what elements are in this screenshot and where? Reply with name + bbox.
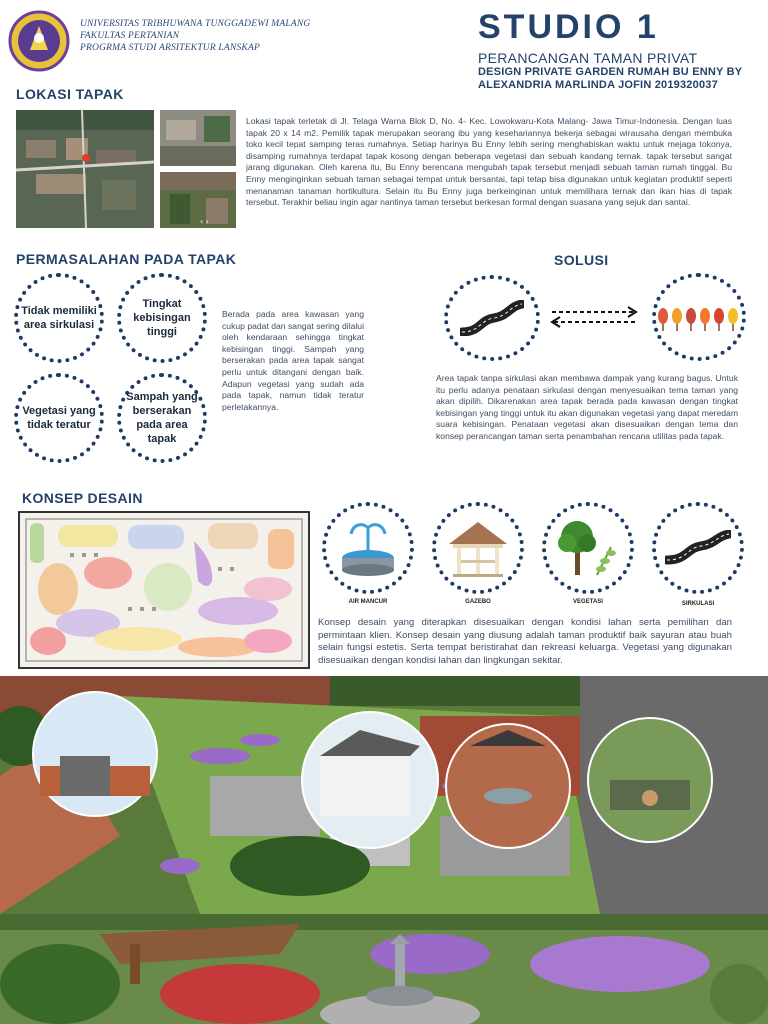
permasalahan-heading: PERMASALAHAN PADA TAPAK (16, 251, 237, 267)
university-logo (8, 10, 70, 72)
problem-label: Tingkat kebisingan tinggi (133, 298, 191, 338)
solusi-description: Area tapak tanpa sirkulasi akan membawa dampak yang kurang bagus. Untuk itu perlu adanya penataan sirkulasi dengan menyesuaikan tema taman yang akan dipilih. Dikarenakan area tapak berada pada kawasan dengan tingkat kebisingan yang tinggi untuk itu akan digunakan vegetasi yang dapat meredam suara kebisingan. Penataan vegetasi akan disesuaikan dengan tema dan konsep perancangan taman serta penambahan rencana utilitas pada tapak. (436, 373, 738, 441)
solution-circle-road (444, 275, 540, 361)
lokasi-heading: LOKASI TAPAK (16, 86, 124, 102)
trees-icon (657, 302, 741, 332)
garden-render-closeup (0, 914, 768, 1024)
subtitle-line-2: ALEXANDRIA MARLINDA JOFIN 2019320037 (478, 79, 718, 91)
institution-block (80, 18, 310, 54)
problem-label: Vegetasi yang tidak teratur (22, 405, 96, 431)
faculty-name: FAKULTAS PERTANIAN (80, 31, 180, 41)
road-icon (665, 530, 731, 566)
problem-label: Sampah yang berserakan pada area tapak (126, 391, 198, 445)
problem-circle-vegetasi (14, 373, 104, 463)
fountain-icon (337, 518, 399, 578)
concept-circle-circulation (652, 502, 744, 594)
site-photo-bottom (160, 172, 236, 228)
road-icon (460, 300, 524, 336)
site-map-photo (16, 110, 154, 228)
garden-render-aerial (0, 676, 768, 914)
svg-text:‹ ›: ‹ › (200, 217, 209, 226)
solution-circle-trees (652, 273, 746, 361)
page-subtitle: PERANCANGAN TAMAN PRIVAT (478, 50, 698, 66)
konsep-description: Konsep desain yang diterapkan disesuaikan dengan kondisi lahan serta pemilihan dan permintaan klien. Konsep desain yang diusung adalah taman produktif baik sayuran atau buah selain fungsi estetis. Serta tempat beristirahat dan rekreasi keluarga. Vegetasi yang digunakan disesuaikan dengan kondisi lahan dan lingkungan sekitar. (318, 617, 732, 666)
permasalahan-description: Berada pada area kawasan yang cukup padat dan sangat sering dilalui oleh kendaraan sehingga tingkat kebisingan tinggi. Sampah yang berserakan pada area tapak sangat perlu untuk ditangani dengan baik. Adapun vegetasi yang sudah ada pada tapak, namun tidak teratur perletakannya. (222, 309, 364, 412)
university-name: UNIVERSITAS TRIBHUWANA TUNGGADEWI MALANG (80, 19, 311, 29)
concept-sketch-drawing (18, 511, 310, 669)
solusi-heading: SOLUSI (554, 252, 609, 268)
problem-circle-sampah (117, 373, 207, 463)
subtitle-line-1: DESIGN PRIVATE GARDEN RUMAH BU ENNY BY (478, 66, 743, 78)
tree-icon (553, 517, 623, 579)
problem-circle-sirkulasi (14, 273, 104, 363)
page-title: STUDIO 1 (478, 8, 659, 46)
program-name: PROGRMA STUDI ARSITEKTUR LANSKAP (80, 43, 260, 53)
lokasi-description: Lokasi tapak terletak di Jl. Telaga Warna Blok D, No. 4- Kec. Lowokwaru-Kota Malang- Jawa Timur-Indonesia. Dengan luas tapak 20 x 14 m2. Pemilik tapak merupakan seorang ibu yang kesehariannya bekerja sebagai wirausaha dengan membuka toko kecil tepat samping teras rumahnya. Setiap harinya Bu Enny lebih sering menghabiskan waktu untuk mejaga tokonya, disamping rumahnya terdapat tapak kosong dengan beberapa vegetasi dan sebuah kandang ternak. tapak tersebut sangat jarang digunakan. Oleh karena itu, Bu Enny berencana mengubah tapak tersebut menjadi sebuah taman rumah tinggal. Bu Enny menginginkan sebuah taman sebagai tempat untuk bersantai, tapi tetap bisa digunakan untuk kegiatan produktif seperti menanaman tanaman hortikultura. Selain itu Bu Enny juga berkeinginan untuk memilihara ternak dan ikan hias di tapak tersebut. Terakhir beliau ingin agar nantinya taman tersebut berkesan formal dengan suasana yang sejuk dan santai. (246, 116, 732, 208)
konsep-heading: KONSEP DESAIN (22, 490, 143, 506)
icon-label-vegetasi: VEGETASI (573, 599, 603, 605)
problem-label: Tidak memiliki area sirkulasi (21, 305, 97, 331)
page-subtitle-author (478, 66, 742, 92)
icon-label-sirkulasi: SIRKULASI (681, 601, 715, 607)
problem-circle-kebisingan (117, 273, 207, 363)
concept-circle-gazebo (432, 502, 524, 594)
double-arrow-icon (548, 306, 640, 328)
site-photo-top (160, 110, 236, 166)
concept-circle-fountain (322, 502, 414, 594)
concept-circle-vegetation (542, 502, 634, 594)
icon-label-air-mancur: AIR MANCUR (348, 599, 388, 605)
gazebo-icon (445, 518, 511, 578)
icon-label-gazebo: GAZEBO (465, 599, 491, 605)
